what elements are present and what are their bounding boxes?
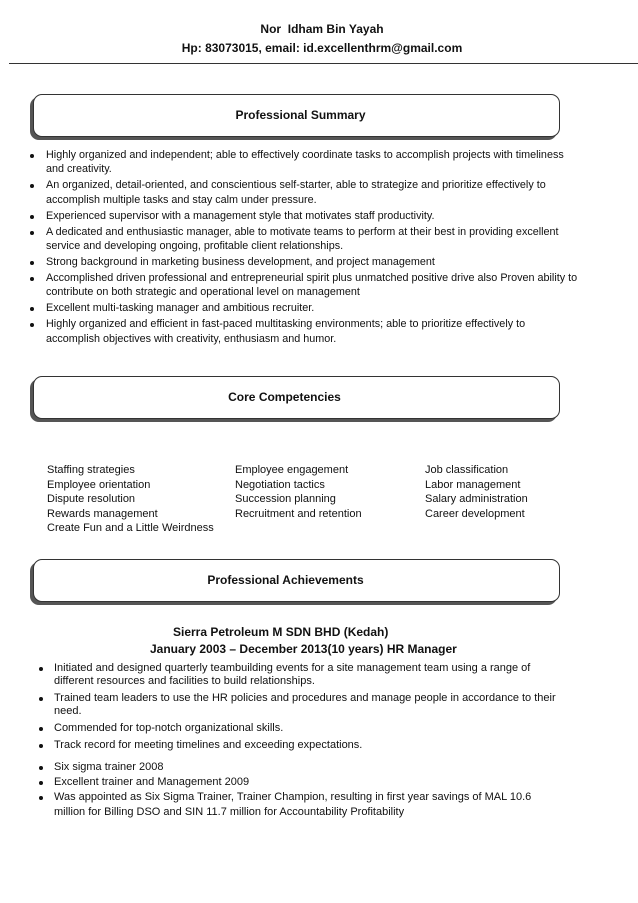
summary-list [0, 148, 580, 348]
competency-item: Staffing strategies [47, 464, 135, 476]
achievement-item: Trained team leaders to use the HR policies and procedures and manage people in accordance to their need. [10, 692, 556, 718]
competency-item: Job classification [425, 464, 509, 476]
competency-column-2 [235, 463, 362, 521]
section-header-professional-summary [33, 94, 560, 137]
section-header-core-competencies [33, 376, 560, 419]
competency-item: Dispute resolution [47, 493, 136, 505]
competency-item: Recruitment and retention [235, 507, 362, 520]
achievement-item: Was appointed as Six Sigma Trainer, Trainer Champion, resulting in first year savings of MAL 10.6 million for Billing DSO and SIN 11.7 million for Accountability Profitability [10, 790, 556, 819]
summary-item: Accomplished driven professional and entrepreneurial spirit plus unmatched positive drive also Proven ability to contribute on both strategic and operational level on management [0, 271, 580, 299]
candidate-name: Nor Idham Bin Yayah [260, 22, 384, 36]
section-title: Professional Summary [235, 108, 366, 122]
competency-item: Negotiation tactics [235, 478, 325, 491]
competency-item: Labor management [425, 478, 521, 491]
competency-item: Salary administration [425, 493, 528, 505]
competency-item: Rewards management [47, 507, 158, 520]
company-name: Sierra Petroleum M SDN BHD (Kedah) [173, 625, 389, 639]
section-title: Professional Achievements [207, 573, 364, 587]
summary-item: Excellent multi-tasking manager and ambitious recruiter. [0, 301, 580, 315]
achievement-item: Initiated and designed quarterly teambuilding events for a site management team using a range of different resources and facilities to build relationships. [10, 662, 556, 688]
summary-item: An organized, detail-oriented, and conscientious self-starter, able to strategize and prioritize effectively to accomplish multiple tasks and stay calm under pressure. [0, 178, 580, 206]
competency-item: Employee orientation [47, 478, 151, 491]
job-period: January 2003 – December 2013(10 years) HR Manager [150, 642, 457, 656]
contact-info: Hp: 83073015, email: id.excellenthrm@gmail.com [181, 41, 463, 55]
header-divider [9, 63, 638, 64]
summary-item: Highly organized and independent; able to effectively coordinate tasks to accomplish projects with timeliness and creativity. [0, 148, 580, 176]
section-header-professional-achievements [33, 559, 560, 602]
summary-item: Highly organized and efficient in fast-paced multitasking environments; able to prioritize effectively to accomplish objectives with creativity, enthusiasm and humor. [0, 317, 580, 345]
competency-item: Create Fun and a Little Weirdness [47, 522, 214, 534]
summary-item: A dedicated and enthusiastic manager, able to motivate teams to perform at their best in providing excellent service and developing ongoing, profitable client relationships. [0, 225, 580, 253]
resume-header [0, 21, 638, 56]
summary-item: Experienced supervisor with a management style that motivates staff productivity. [0, 209, 580, 223]
competency-item: Employee engagement [235, 464, 349, 476]
achievement-item: Six sigma trainer 2008 [10, 760, 556, 775]
competency-column-3 [425, 463, 528, 521]
summary-item: Strong background in marketing business development, and project management [0, 255, 580, 269]
achievement-item: Track record for meeting timelines and exceeding expectations. [10, 739, 556, 752]
achievement-list [10, 662, 556, 756]
section-title: Core Competencies [228, 390, 341, 404]
competency-column-1 [47, 463, 214, 536]
achievement-item: Excellent trainer and Management 2009 [10, 775, 556, 790]
competency-item: Succession planning [235, 493, 336, 505]
achievement-list-awards [10, 760, 556, 820]
competency-item: Career development [425, 507, 525, 520]
achievement-item: Commended for top-notch organizational skills. [10, 722, 556, 735]
